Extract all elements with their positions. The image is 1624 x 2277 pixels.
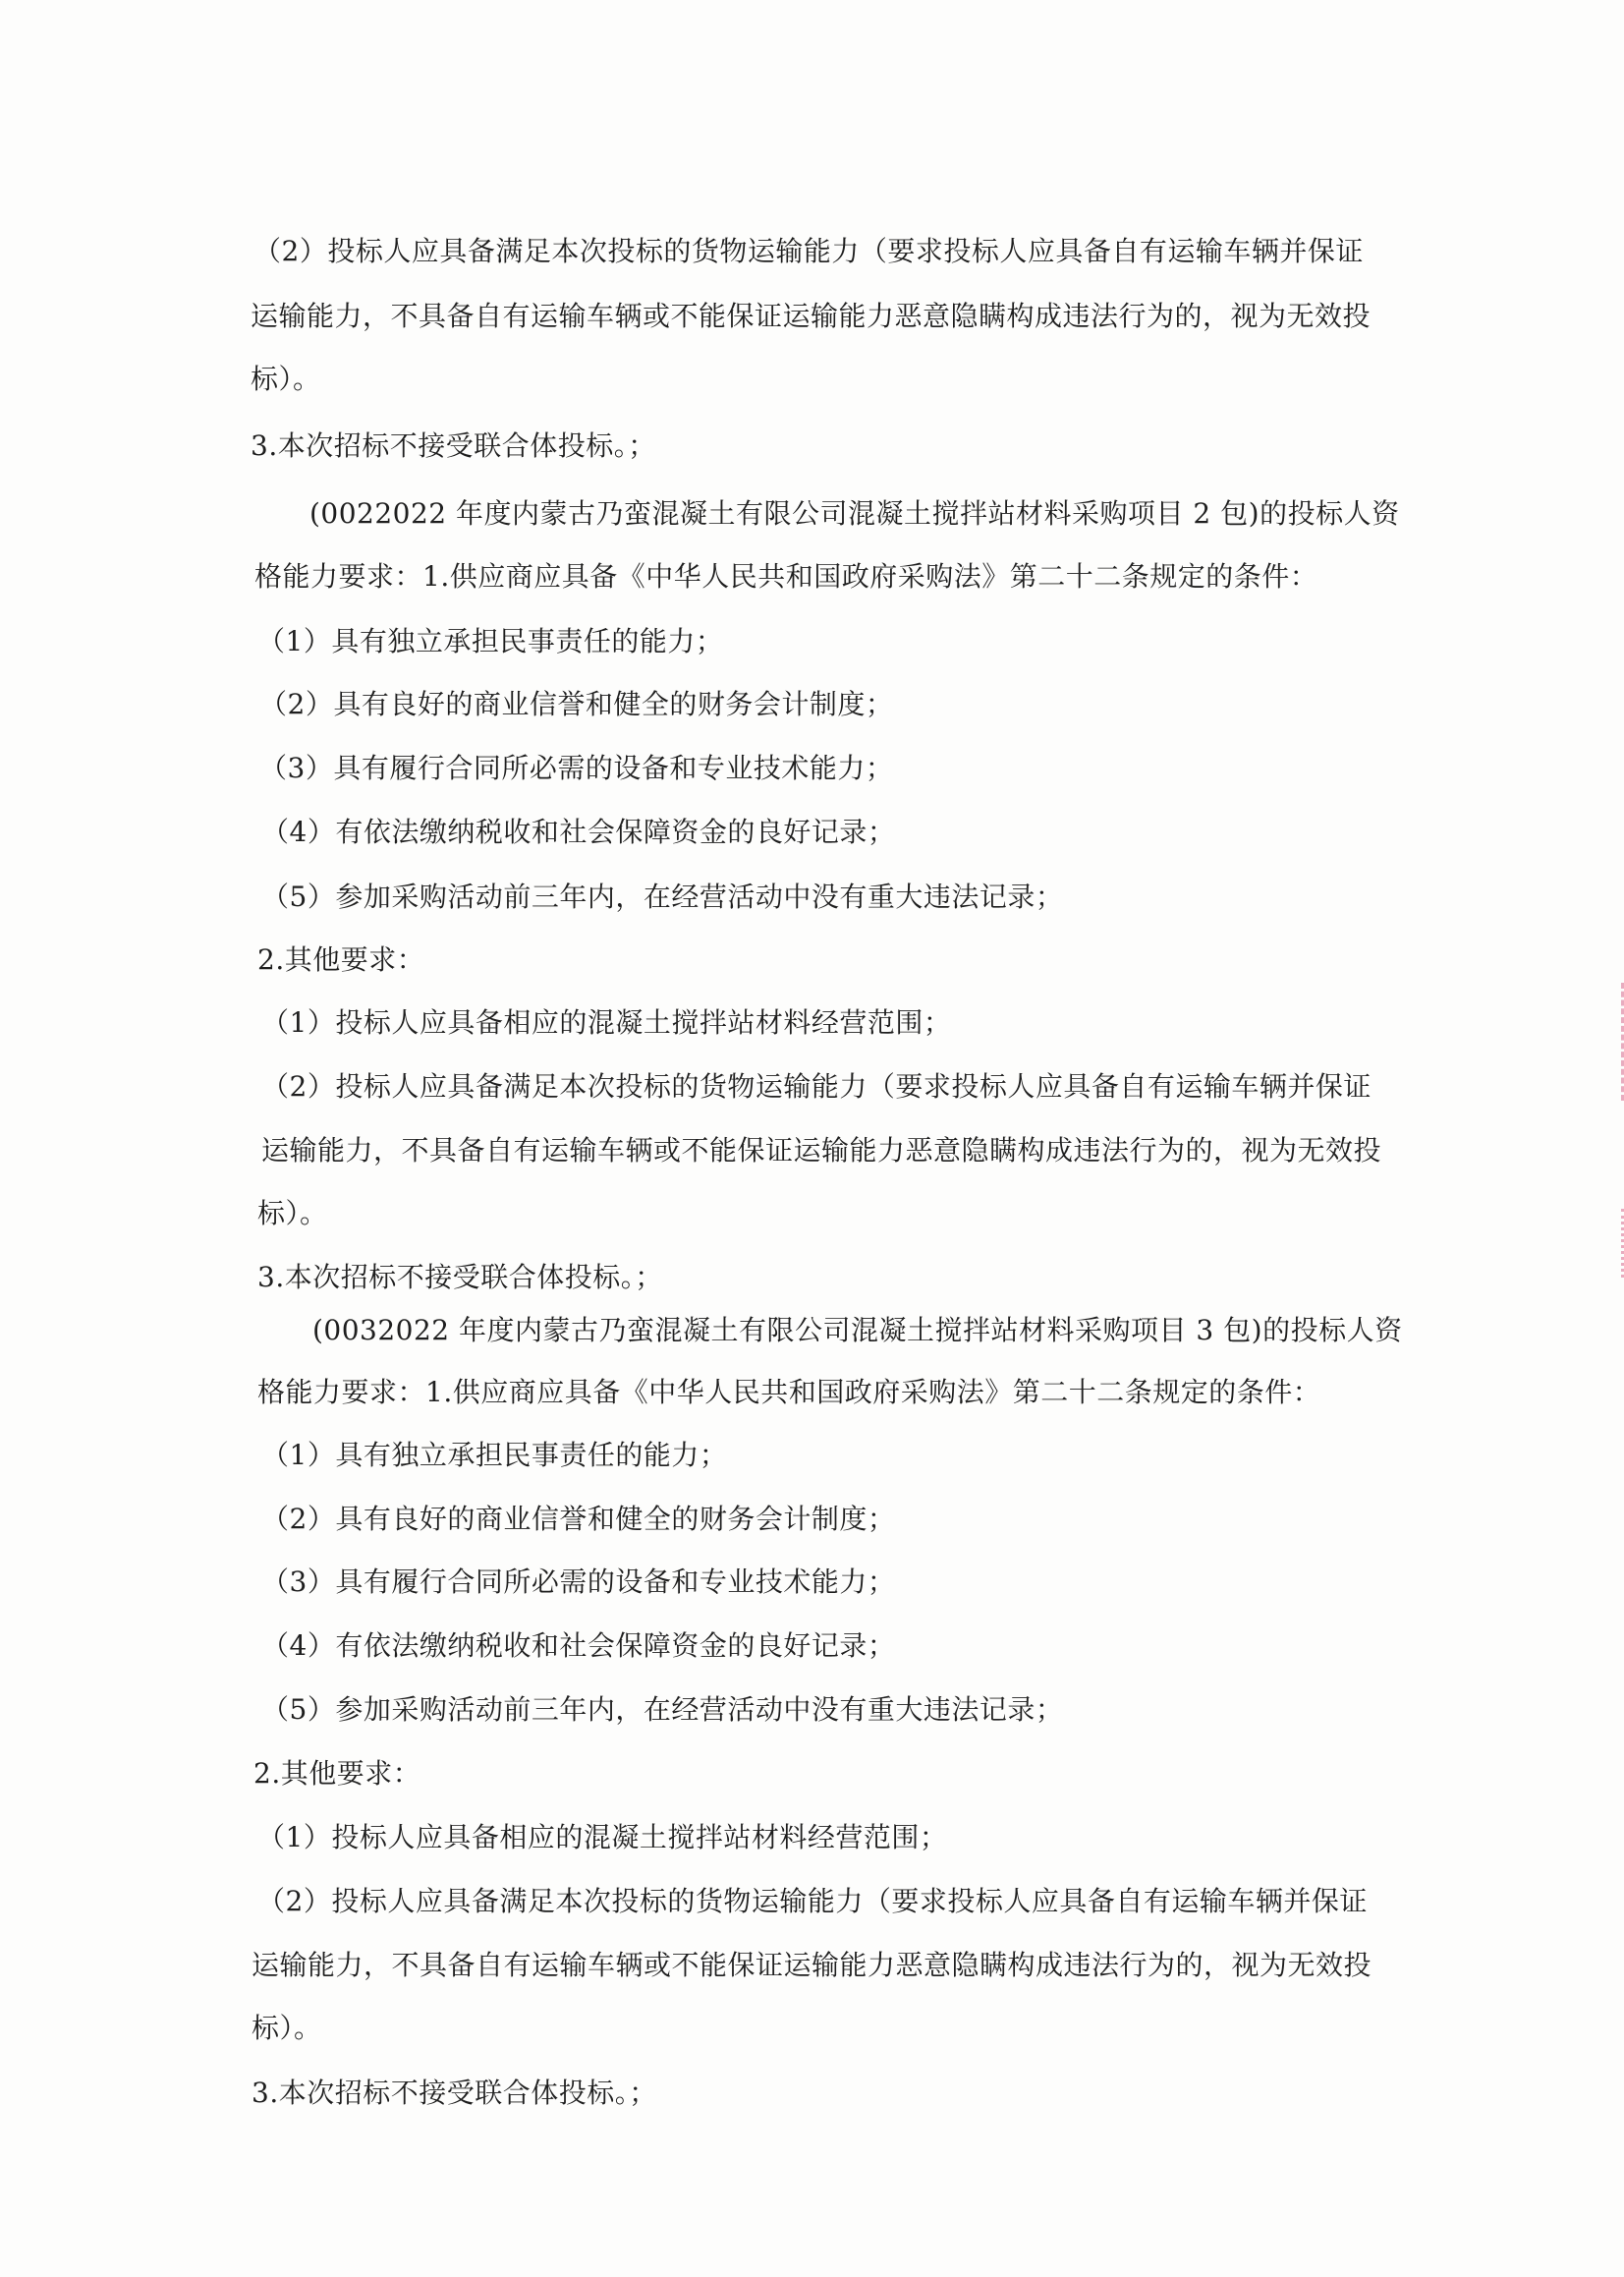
doc-line: 3.本次招标不接受联合体投标。； bbox=[252, 2077, 657, 2109]
doc-line: 2.其他要求： bbox=[257, 943, 425, 976]
doc-line: （1）投标人应具备相应的混凝土搅拌站材料经营范围； bbox=[257, 1821, 948, 1853]
seal-stamp-fragment bbox=[1605, 1209, 1624, 1278]
doc-line: 标）。 bbox=[251, 363, 321, 395]
doc-line: （4）有依法缴纳税收和社会保障资金的良好记录； bbox=[261, 816, 896, 848]
doc-line: （1）投标人应具备相应的混凝土搅拌站材料经营范围； bbox=[261, 1006, 952, 1039]
doc-line: （2）具有良好的商业信誉和健全的财务会计制度； bbox=[259, 688, 894, 720]
doc-line: （5）参加采购活动前三年内，在经营活动中没有重大违法记录； bbox=[261, 881, 1064, 913]
doc-line: （1）具有独立承担民事责任的能力； bbox=[261, 1439, 728, 1471]
doc-line: 运输能力，不具备自有运输车辆或不能保证运输能力恶意隐瞒构成违法行为的，视为无效投 bbox=[251, 300, 1372, 332]
doc-line: （2）具有良好的商业信誉和健全的财务会计制度； bbox=[261, 1503, 896, 1535]
doc-line: 2.其他要求： bbox=[253, 1757, 421, 1790]
doc-line: （3）具有履行合同所必需的设备和专业技术能力； bbox=[259, 752, 894, 784]
doc-line: 3.本次招标不接受联合体投标。； bbox=[251, 429, 656, 462]
doc-line: （1）具有独立承担民事责任的能力； bbox=[257, 625, 724, 657]
doc-line: （2）投标人应具备满足本次投标的货物运输能力（要求投标人应具备自有运输车辆并保证 bbox=[253, 235, 1364, 267]
doc-line: （4）有依法缴纳税收和社会保障资金的良好记录； bbox=[261, 1629, 896, 1662]
doc-line: （5）参加采购活动前三年内，在经营活动中没有重大违法记录； bbox=[261, 1693, 1064, 1726]
doc-line: 标）。 bbox=[257, 1197, 328, 1229]
doc-line: (0032022 年度内蒙古乃蛮混凝土有限公司混凝土搅拌站材料采购项目 3 包)的投标人资 bbox=[312, 1314, 1403, 1346]
doc-line: 3.本次招标不接受联合体投标。； bbox=[257, 1261, 663, 1293]
seal-stamp-fragment bbox=[1605, 983, 1624, 1101]
doc-line: 格能力要求：1.供应商应具备《中华人民共和国政府采购法》第二十二条规定的条件： bbox=[257, 1376, 1321, 1408]
doc-line: 格能力要求：1.供应商应具备《中华人民共和国政府采购法》第二十二条规定的条件： bbox=[254, 560, 1318, 593]
doc-line: （3）具有履行合同所必需的设备和专业技术能力； bbox=[261, 1565, 896, 1598]
doc-line: 运输能力，不具备自有运输车辆或不能保证运输能力恶意隐瞒构成违法行为的，视为无效投 bbox=[261, 1134, 1382, 1167]
doc-line: （2）投标人应具备满足本次投标的货物运输能力（要求投标人应具备自有运输车辆并保证 bbox=[257, 1885, 1368, 1917]
doc-line: (0022022 年度内蒙古乃蛮混凝土有限公司混凝土搅拌站材料采购项目 2 包)的投标人资 bbox=[309, 497, 1400, 530]
doc-line: 运输能力，不具备自有运输车辆或不能保证运输能力恶意隐瞒构成违法行为的，视为无效投 bbox=[252, 1949, 1372, 1981]
doc-line: 标）。 bbox=[252, 2012, 322, 2044]
doc-line: （2）投标人应具备满足本次投标的货物运输能力（要求投标人应具备自有运输车辆并保证 bbox=[261, 1070, 1372, 1103]
